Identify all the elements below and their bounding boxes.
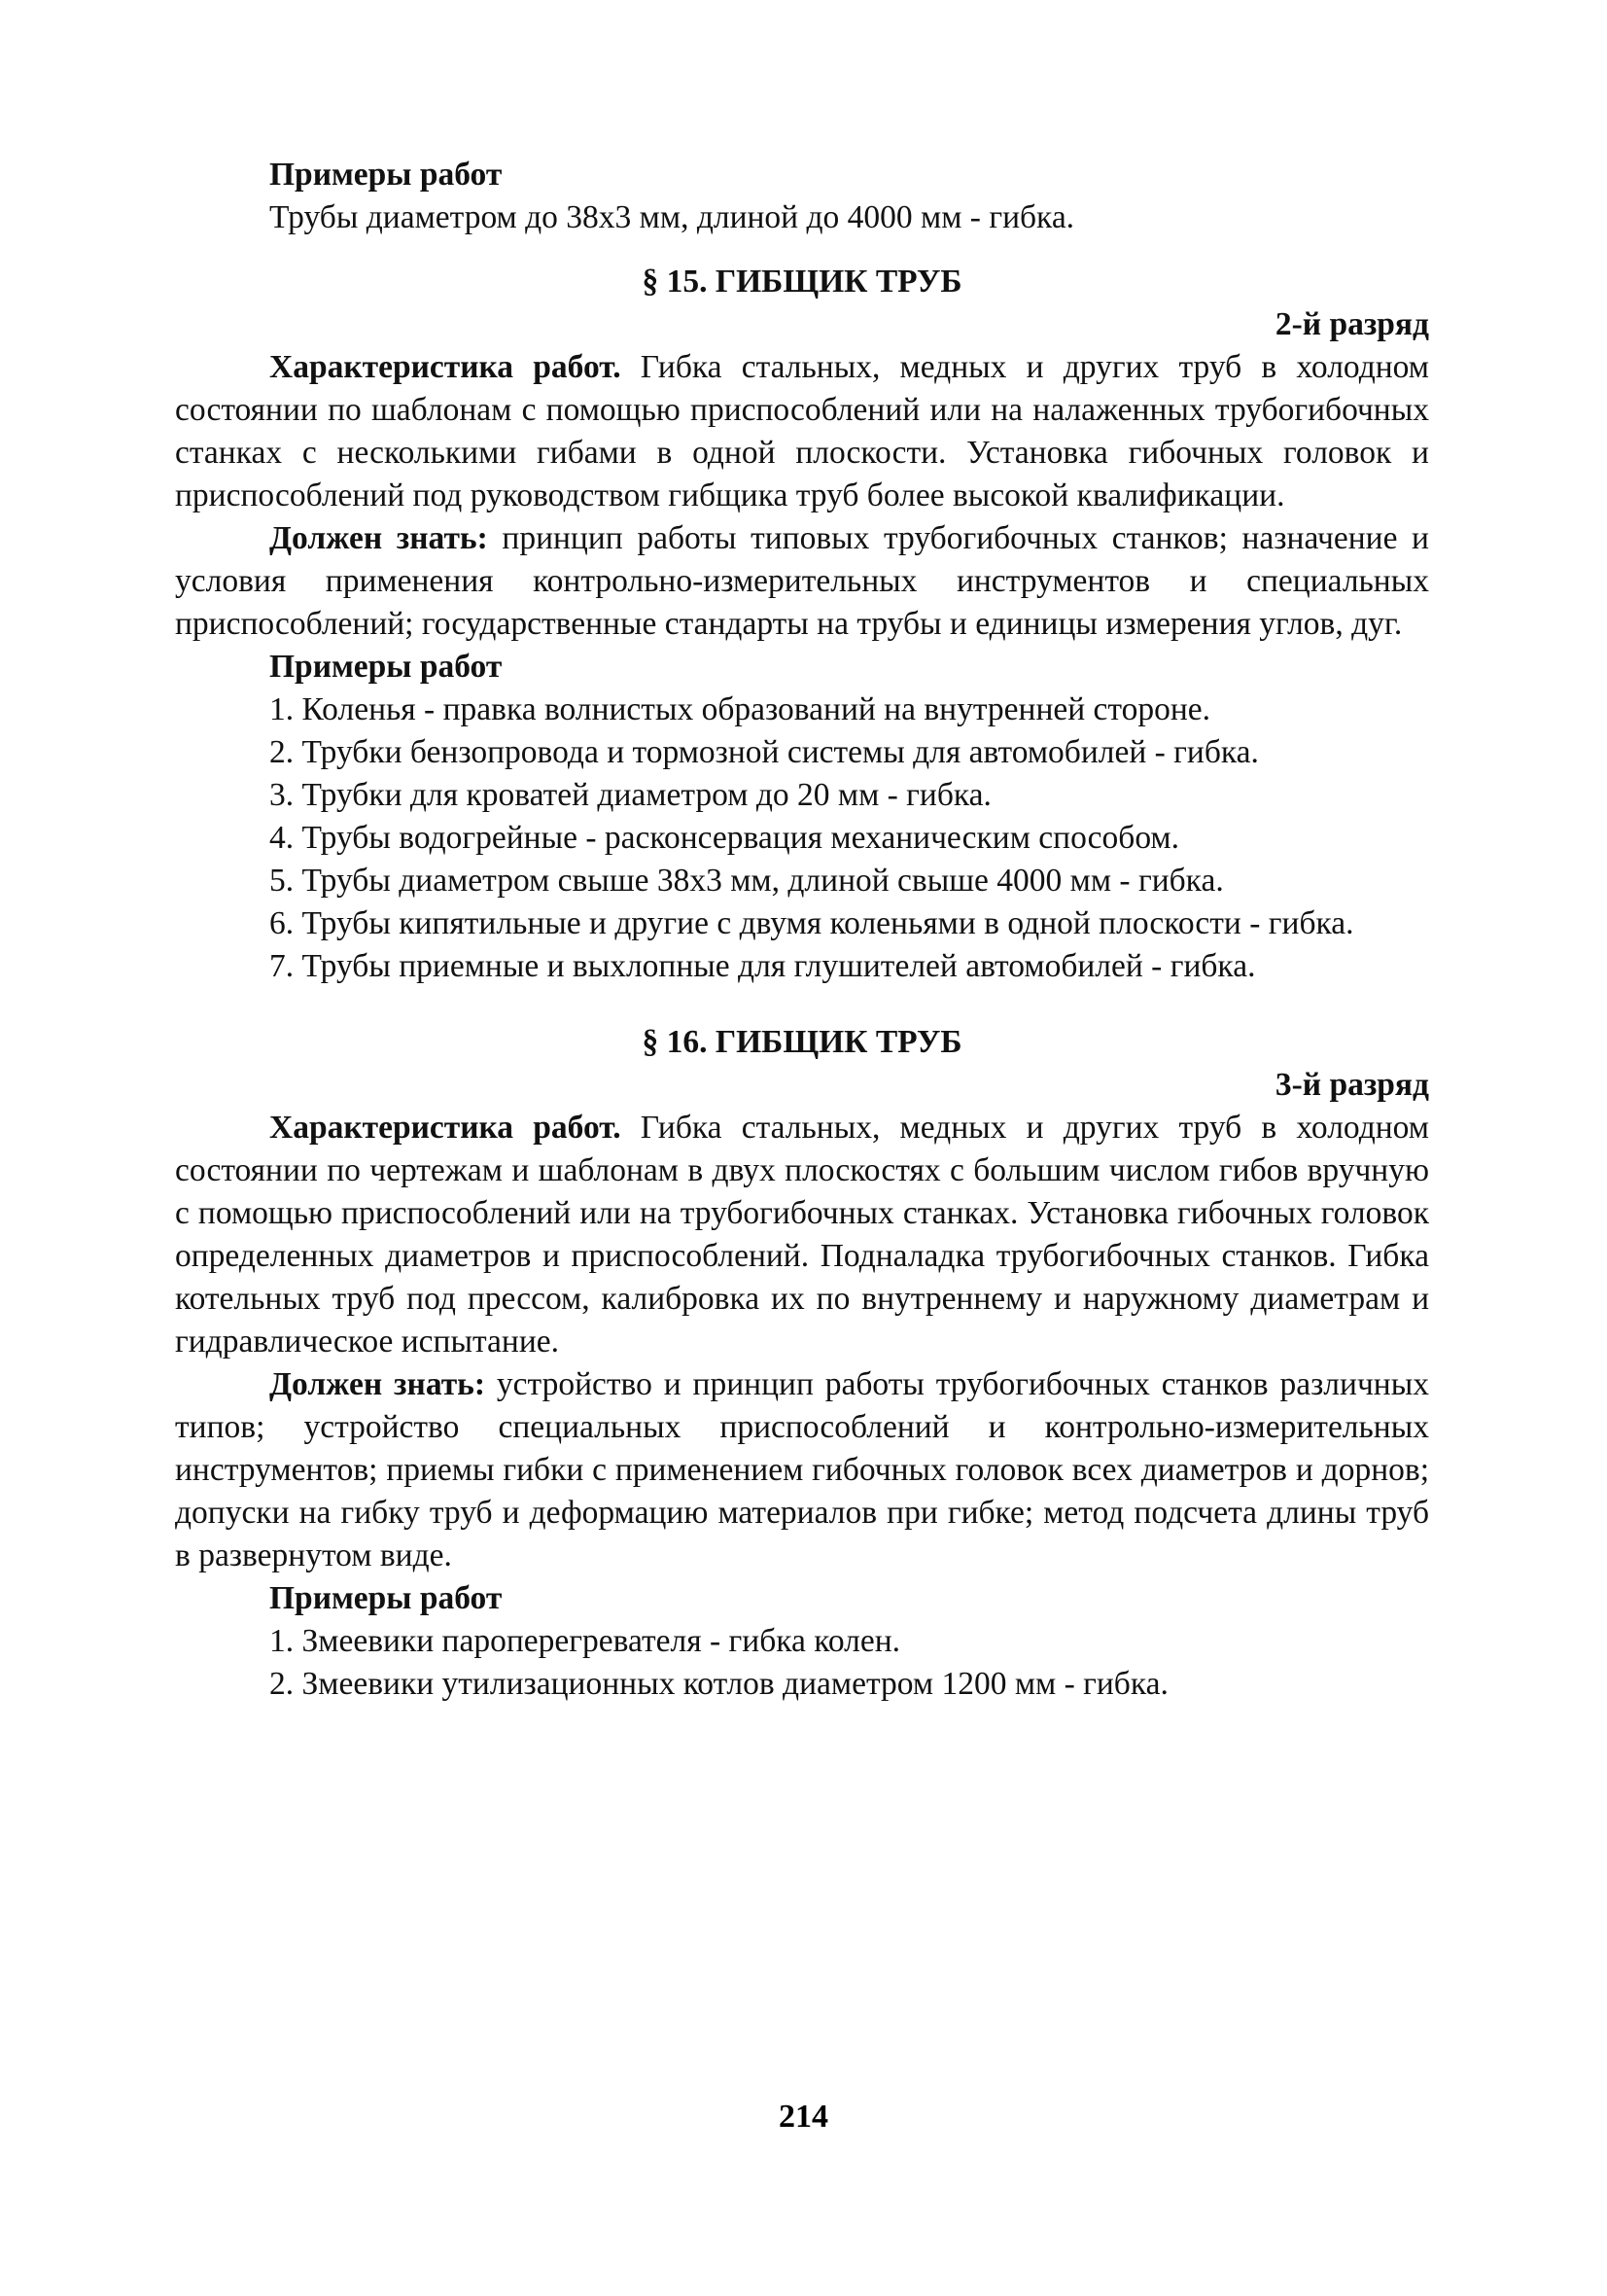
characteristics-paragraph	[175, 1107, 1429, 1363]
characteristics-text: Гибка стальных, медных и других труб в холодном состоянии по чертежам и шаблонам в двух плоскостях с большим числом гибов вручную с помощью приспособлений или на трубогибочных станках. Установка гибочных головок определенных диаметров и приспособлений. Подналадка трубогибочных станков. Гибка котельных труб под прессом, калибровка их по внутреннему и наружному диаметрам и гидравлическое испытание.	[175, 1110, 1429, 1360]
example-item: 7. Трубы приемные и выхлопные для глушителей автомобилей - гибка.	[269, 948, 1256, 984]
characteristics-label: Характеристика работ.	[269, 349, 621, 385]
knowledge-paragraph	[175, 1363, 1429, 1577]
characteristics-paragraph	[175, 346, 1429, 517]
examples-title: Примеры работ	[269, 157, 503, 193]
characteristics-text: Гибка стальных, медных и других труб в холодном состоянии по шаблонам с помощью приспособлений или на налаженных трубогибочных станках с несколькими гибами в одной плоскости. Установка гибочных головок и приспособлений под руководством гибщика труб более высокой квалификации.	[175, 349, 1429, 513]
examples-title: Примеры работ	[269, 1580, 503, 1616]
section-title: § 16. ГИБЩИК ТРУБ	[642, 1024, 962, 1060]
example-item: 6. Трубы кипятильные и другие с двумя коленьями в одной плоскости - гибка.	[269, 905, 1354, 941]
section-title: § 15. ГИБЩИК ТРУБ	[642, 264, 962, 300]
knowledge-text: принцип работы типовых трубогибочных станков; назначение и условия применения контрольно-измерительных инструментов и специальных приспособлений; государственные стандарты на трубы и единицы измерения углов, дуг.	[175, 520, 1429, 642]
examples-title: Примеры работ	[269, 649, 503, 685]
section-15	[175, 261, 1429, 988]
knowledge-label: Должен знать:	[269, 1366, 486, 1402]
intro-block	[175, 154, 1429, 239]
example-item: 4. Трубы водогрейные - расконсервация механическим способом.	[269, 820, 1180, 856]
knowledge-paragraph	[175, 517, 1429, 646]
grade-label: 3-й разряд	[1275, 1067, 1429, 1103]
example-item: 2. Трубки бензопровода и тормозной системы для автомобилей - гибка.	[269, 734, 1259, 770]
page-number: 214	[779, 2099, 828, 2135]
example-item: 2. Змеевики утилизационных котлов диаметром 1200 мм - гибка.	[269, 1666, 1169, 1702]
section-16	[175, 1021, 1429, 1706]
knowledge-label: Должен знать:	[269, 520, 488, 556]
example-item: 3. Трубки для кроватей диаметром до 20 мм - гибка.	[269, 777, 992, 813]
document-page	[175, 154, 1429, 1706]
knowledge-text: устройство и принцип работы трубогибочных станков различных типов; устройство специальных приспособлений и контрольно-измерительных инструментов; приемы гибки с применением гибочных головок всех диаметров и дорнов; допуски на гибку труб и деформацию материалов при гибке; метод подсчета длины труб в развернутом виде.	[175, 1366, 1429, 1573]
example-item: 1. Змеевики пароперегревателя - гибка колен.	[269, 1623, 901, 1659]
characteristics-label: Характеристика работ.	[269, 1110, 621, 1146]
example-item: 1. Коленья - правка волнистых образований на внутренней стороне.	[269, 691, 1211, 727]
example-item: 5. Трубы диаметром свыше 38х3 мм, длиной свыше 4000 мм - гибка.	[269, 863, 1224, 899]
grade-label: 2-й разряд	[1275, 306, 1429, 342]
example-item: Трубы диаметром до 38х3 мм, длиной до 4000 мм - гибка.	[269, 199, 1075, 235]
